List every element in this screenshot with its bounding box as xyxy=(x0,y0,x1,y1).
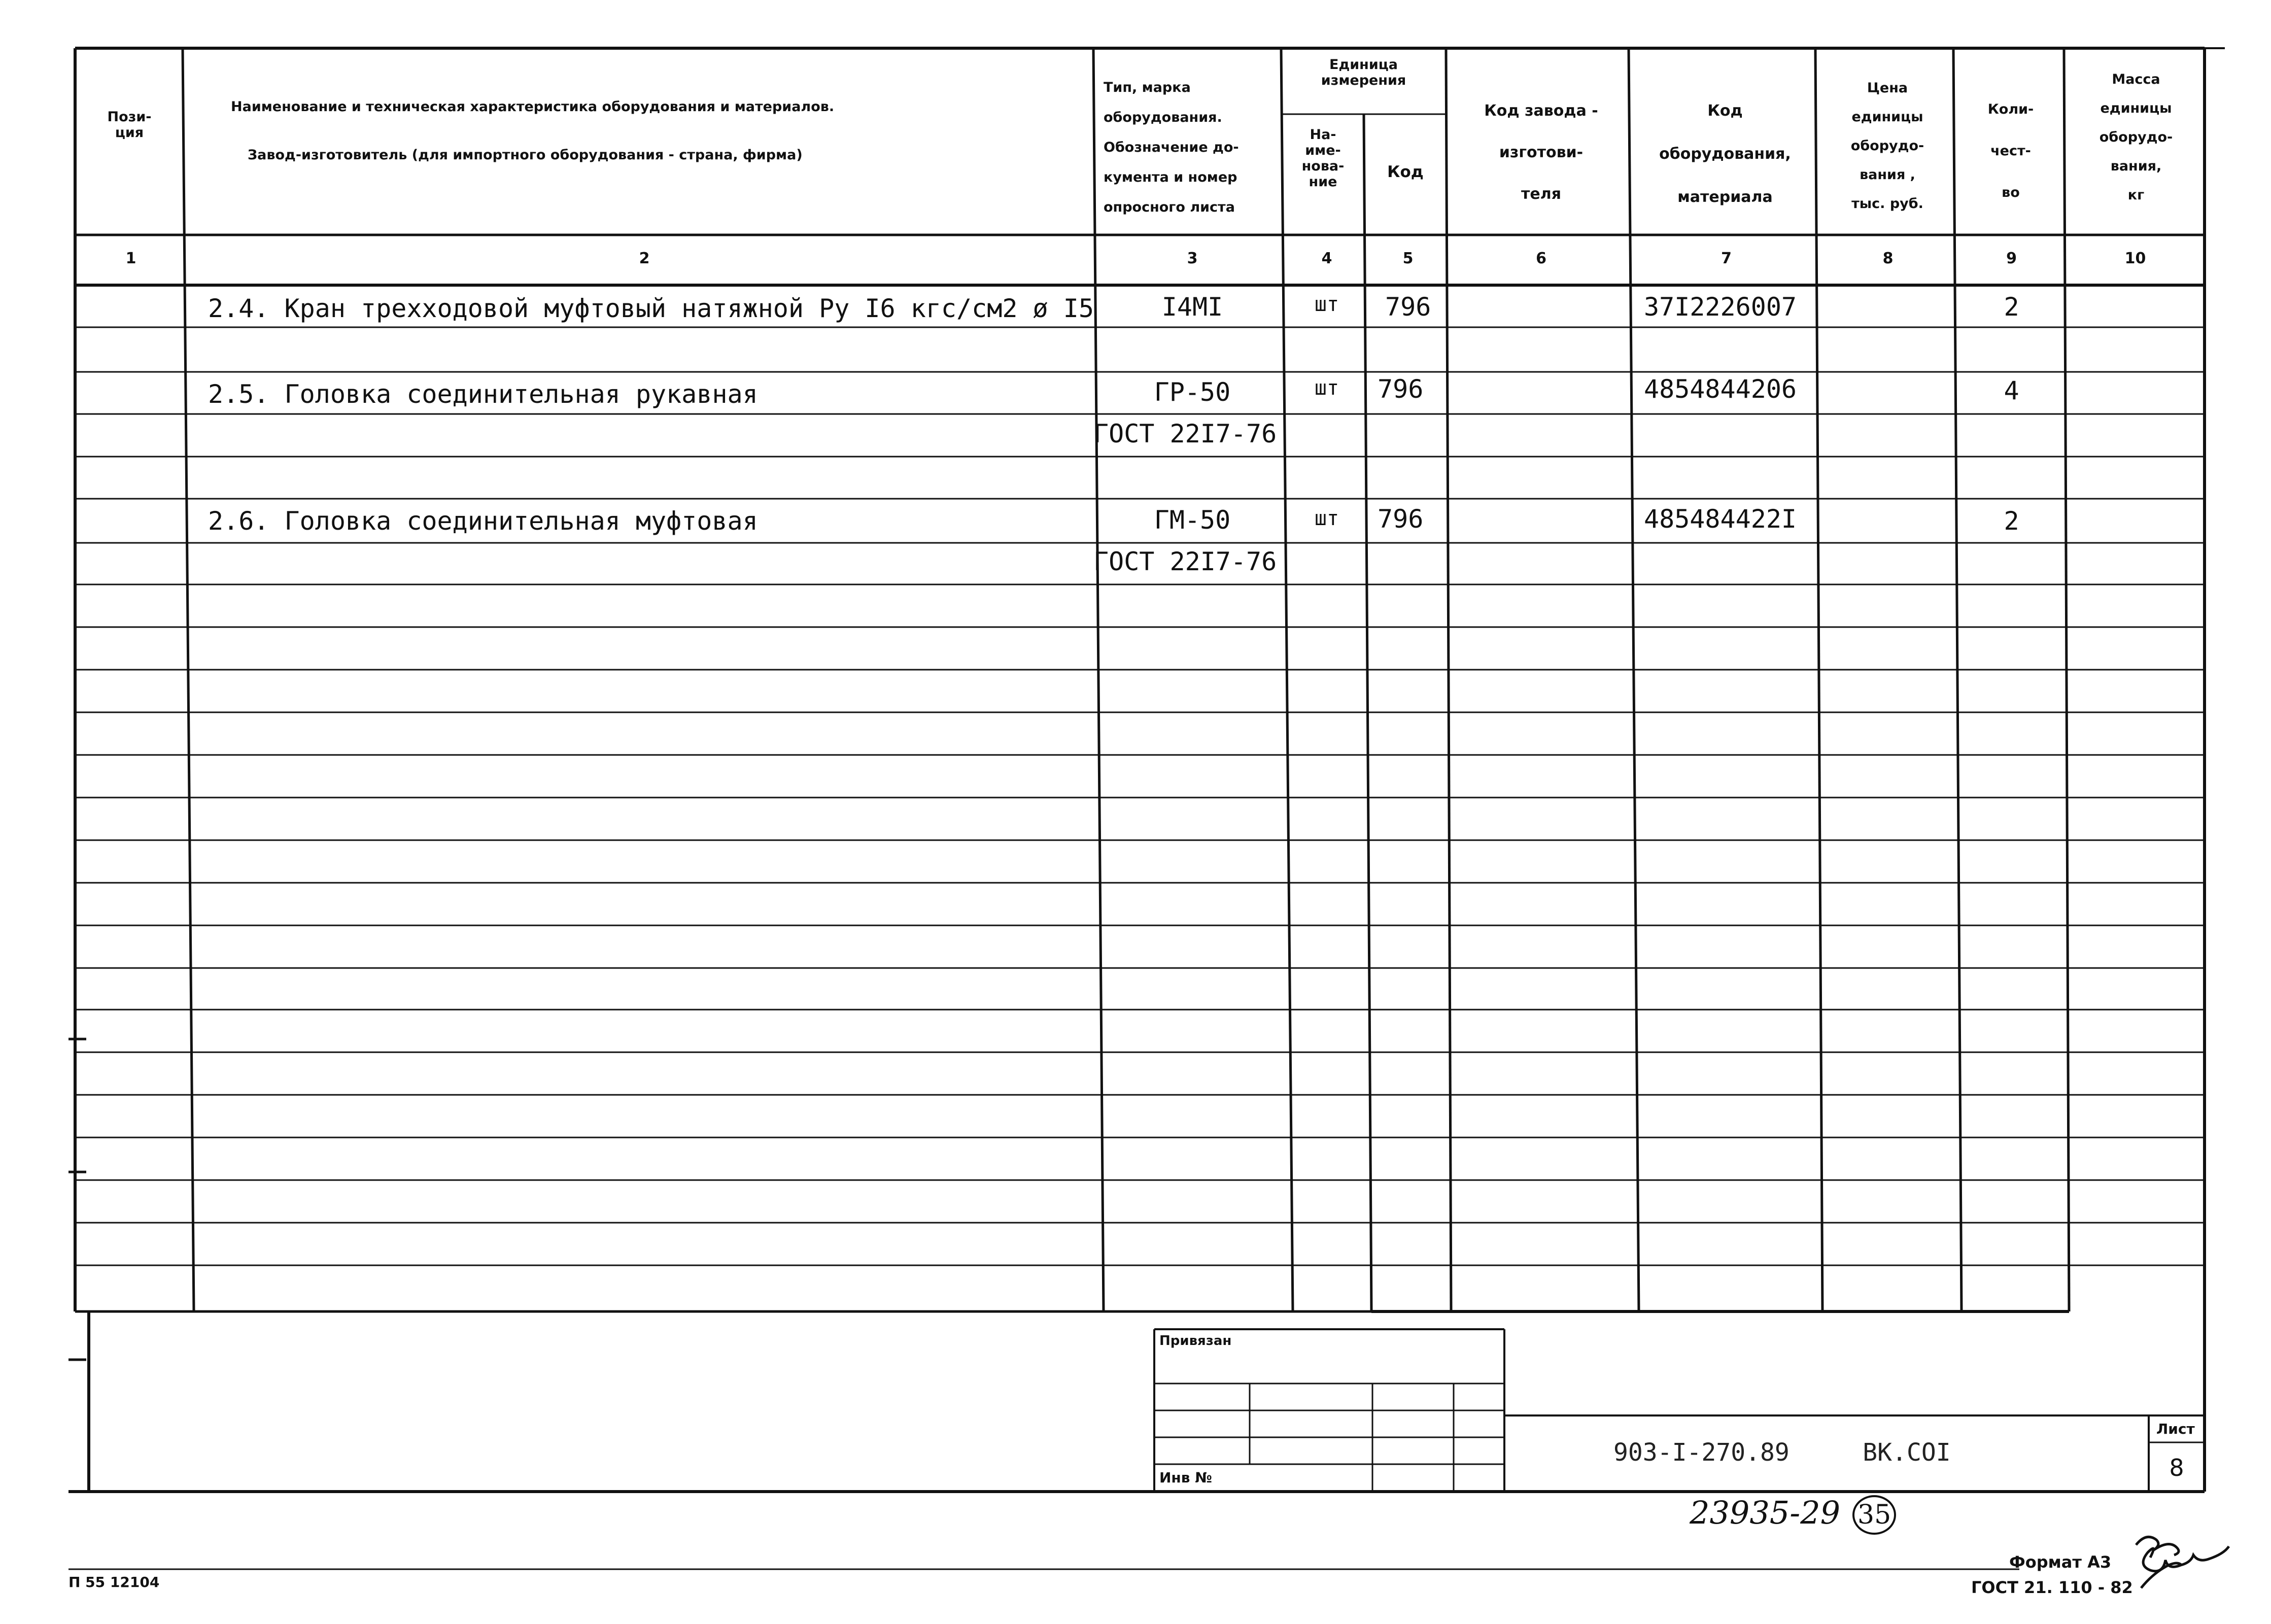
header-unit-group: Единица измерения xyxy=(1321,57,1406,89)
row-2-6-type: ГМ-50 xyxy=(1154,505,1231,535)
row-2-6-name: 2.6. Головка соединительная муфтовая xyxy=(208,506,758,536)
row-2-6-unit: шт xyxy=(1314,507,1339,530)
colnum-7: 7 xyxy=(1721,250,1732,267)
header-mass: Масса единицы оборудо- вания, кг xyxy=(2099,72,2173,203)
row-2-5-qty: 4 xyxy=(2004,376,2019,405)
colnum-5: 5 xyxy=(1402,250,1414,267)
header-type: Тип, марка оборудования. Обозначение до- кумента и номер опросного листа xyxy=(1104,80,1239,215)
colnum-10: 10 xyxy=(2124,250,2146,267)
row-2-5-unit: шт xyxy=(1314,376,1339,400)
header-price: Цена единицы оборудо- вания , тыс. руб. xyxy=(1850,80,1924,212)
header-unit-code: Код xyxy=(1387,163,1424,181)
header-quantity: Коли- чест- во xyxy=(1987,101,2034,200)
title-block-linked: Привязан xyxy=(1159,1333,1232,1349)
row-2-4-code: 37I2226007 xyxy=(1644,292,1797,322)
row-2-4-unit-code: 796 xyxy=(1385,292,1431,322)
row-2-4-type: I4MI xyxy=(1161,292,1223,322)
format-label: Формат А3 xyxy=(2009,1552,2112,1572)
gost-label: ГОСТ 21. 110 - 82 xyxy=(1971,1578,2133,1597)
row-2-4-unit: шт xyxy=(1314,293,1339,316)
header-name-line1: Наименование и техническая характеристика оборудования и материалов. xyxy=(231,99,835,115)
row-2-6-standard: ГОСТ 22I7-76 xyxy=(1093,547,1277,576)
header-unit-name: На- име- нова- ние xyxy=(1301,127,1345,190)
row-2-6-qty: 2 xyxy=(2004,506,2019,536)
row-2-5-code: 4854844206 xyxy=(1644,374,1797,404)
row-2-5-unit-code: 796 xyxy=(1378,374,1424,404)
colnum-1: 1 xyxy=(125,250,136,267)
colnum-4: 4 xyxy=(1321,250,1332,267)
row-2-5-type: ГР-50 xyxy=(1154,377,1231,407)
row-2-5-standard: ГОСТ 22I7-76 xyxy=(1093,419,1277,448)
colnum-2: 2 xyxy=(639,250,650,267)
stamp-circle: 35 xyxy=(1852,1495,1896,1535)
row-2-6-code: 485484422I xyxy=(1644,504,1797,534)
row-2-6-unit-code: 796 xyxy=(1378,504,1424,534)
colnum-8: 8 xyxy=(1882,250,1894,267)
row-2-4-name: 2.4. Кран трехходовой муфтовый натяжной Ру I6 кгс/см2 ø I5 xyxy=(208,294,1094,323)
colnum-6: 6 xyxy=(1536,250,1546,267)
header-equipment-code: Код оборудования, материала xyxy=(1659,102,1791,206)
row-2-5-name: 2.5. Головка соединительная рукавная xyxy=(208,379,758,409)
document-code: 903-I-270.89 ВК.СОI xyxy=(1613,1438,1951,1467)
stamp-number xyxy=(1690,1494,1896,1535)
sheet-label: Лист xyxy=(2156,1421,2195,1437)
stamp-number-text: 23935-29 xyxy=(1690,1494,1841,1531)
colnum-9: 9 xyxy=(2006,250,2017,267)
header-plant-code: Код завода - изготови- теля xyxy=(1484,102,1598,203)
sheet-number: 8 xyxy=(2169,1454,2184,1481)
title-block-inv: Инв № xyxy=(1159,1469,1212,1486)
footer-left-code: П 55 12104 xyxy=(68,1574,160,1591)
header-position: Пози- ция xyxy=(107,109,152,141)
row-2-4-qty: 2 xyxy=(2004,292,2019,322)
colnum-3: 3 xyxy=(1187,250,1198,267)
header-name-line2: Завод-изготовитель (для импортного оборудования - страна, фирма) xyxy=(248,147,803,163)
